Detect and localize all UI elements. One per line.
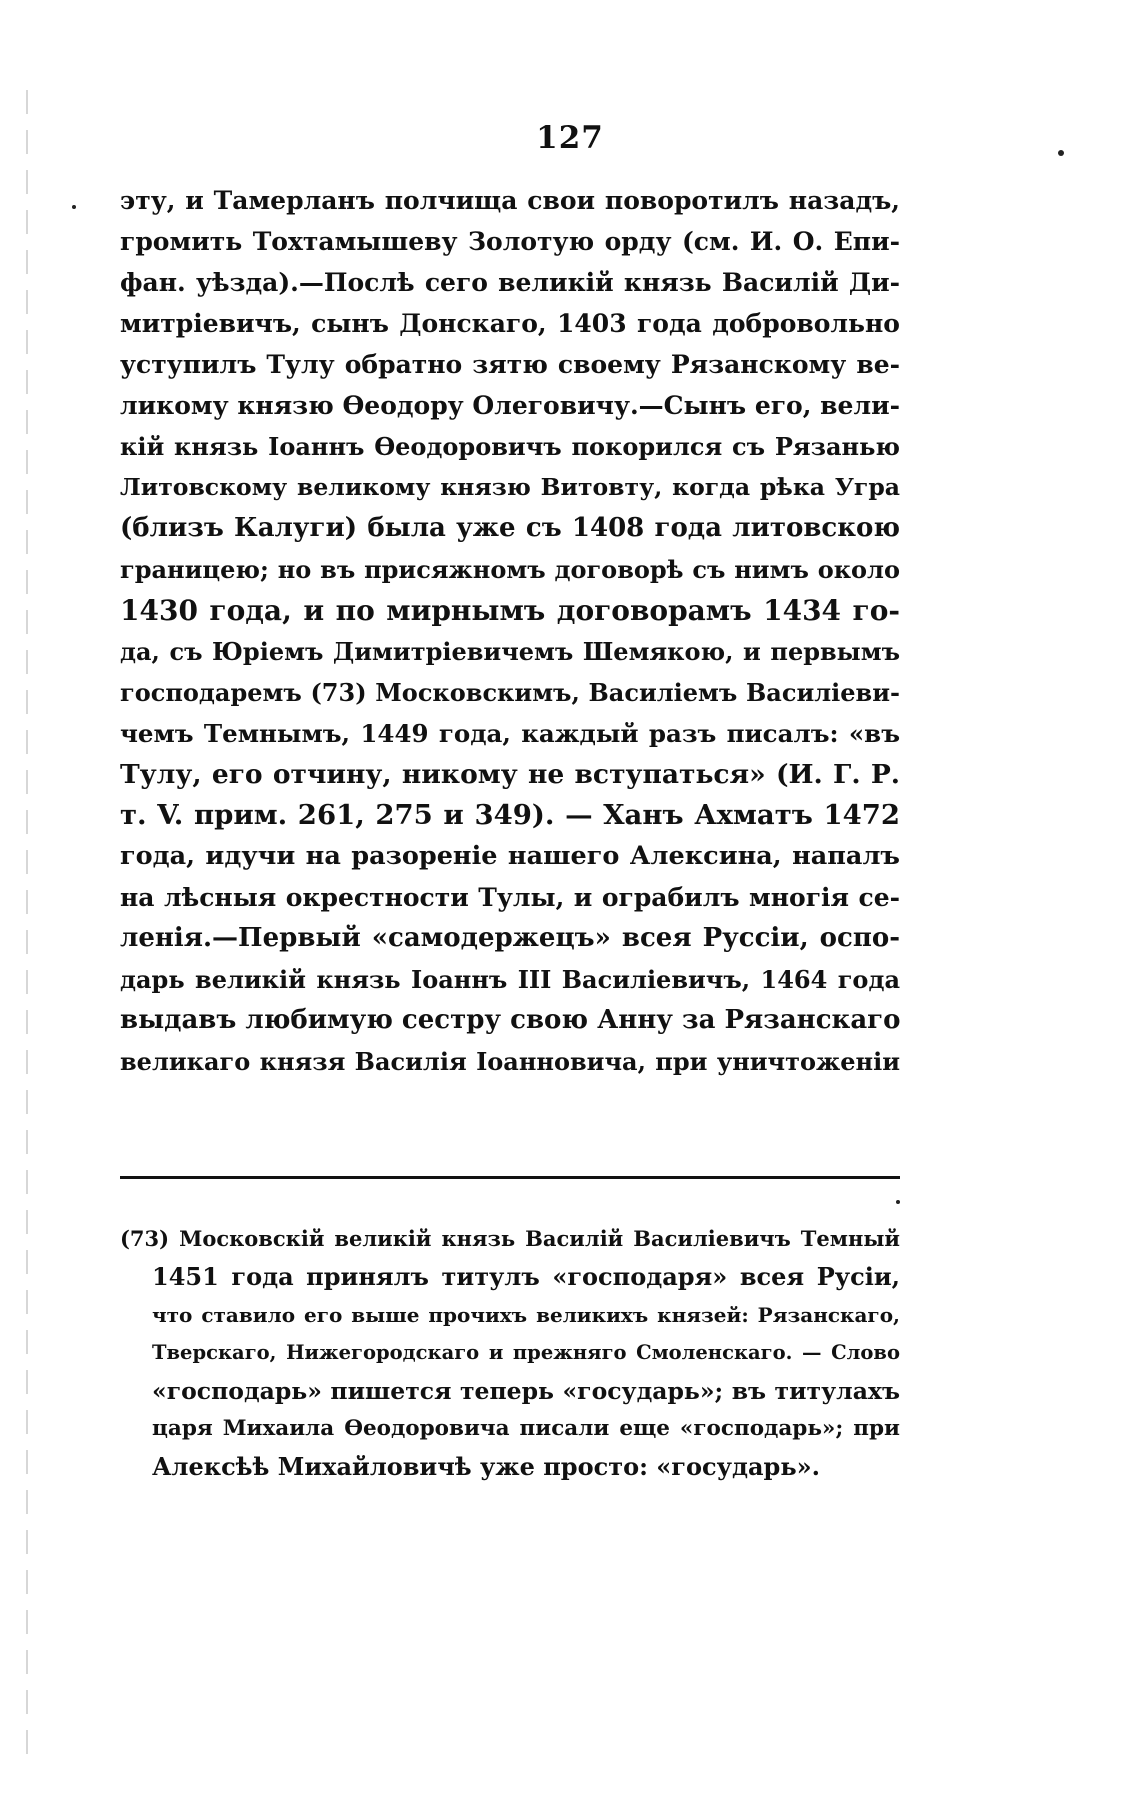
main-text bbox=[120, 180, 900, 1082]
text-line: митріевичъ, сынъ Донскаго, 1403 года добровольно bbox=[120, 309, 900, 338]
text-line: да, съ Юріемъ Димитріевичемъ Шемякою, и первымъ bbox=[120, 637, 900, 666]
text-line: дарь великій князь Іоаннъ III Василіевичъ, 1464 года bbox=[120, 965, 900, 994]
text-line: 1430 года, и по мирнымъ договорамъ 1434 го- bbox=[120, 594, 900, 627]
footnote-line: 1451 года принялъ титулъ «господаря» всея Русіи, bbox=[152, 1262, 900, 1291]
scan-gutter-shadow bbox=[26, 90, 28, 1770]
text-line: Литовскому великому князю Витовту, когда рѣка Угра bbox=[120, 473, 900, 501]
scan-speck bbox=[72, 205, 76, 209]
text-line: фан. уѣзда).—Послѣ сего великій князь Василій Ди- bbox=[120, 268, 900, 297]
text-line: господаремъ (73) Московскимъ, Василіемъ Василіеви- bbox=[120, 678, 900, 707]
footnote-line: Алексѣѣ Михайловичѣ уже просто: «государь». bbox=[152, 1452, 820, 1481]
text-line: выдавъ любимую сестру свою Анну за Рязанскаго bbox=[120, 1005, 901, 1035]
text-line: кій князь Іоаннъ Ѳеодоровичъ покорился съ Рязанью bbox=[120, 432, 900, 461]
text-line: громить Тохтамышеву Золотую орду (см. И. О. Епи- bbox=[120, 227, 900, 256]
text-line: года, идучи на разореніе нашего Алексина, напалъ bbox=[120, 841, 900, 871]
text-line: чемъ Темнымъ, 1449 года, каждый разъ писалъ: «въ bbox=[120, 719, 900, 748]
text-line: на лѣсныя окрестности Тулы, и ограбилъ многія се- bbox=[120, 883, 900, 912]
text-line: ленія.—Первый «самодержецъ» всея Руссіи, оспо- bbox=[120, 923, 900, 953]
footnote-line: царя Михаила Ѳеодоровича писали еще «господарь»; при bbox=[152, 1416, 900, 1441]
text-line: (близъ Калуги) была уже съ 1408 года литовскою bbox=[120, 513, 900, 543]
footnote-line: что ставило его выше прочихъ великихъ князей: Рязанскаго, bbox=[152, 1303, 900, 1327]
footnote-line: Тверскаго, Нижегородскаго и прежняго Смоленскаго. — Слово bbox=[152, 1341, 900, 1364]
text-line: Тулу, его отчину, никому не вступаться» (И. Г. Р. bbox=[120, 759, 900, 790]
text-line: эту, и Тамерланъ полчища свои поворотилъ назадъ, bbox=[120, 186, 900, 215]
text-line: великаго князя Василія Іоанновича, при уничтоженіи bbox=[120, 1047, 900, 1076]
footnote-separator-rule bbox=[120, 1176, 900, 1179]
footnote-line: (73) Московскій великій князь Василій Василіевичъ Темный bbox=[120, 1226, 900, 1251]
text-line: границею; но въ присяжномъ договорѣ съ нимъ около bbox=[120, 555, 900, 584]
footnote-73 bbox=[120, 1220, 900, 1486]
text-line: уступилъ Тулу обратно зятю своему Рязанскому ве- bbox=[120, 350, 900, 379]
scan-speck bbox=[896, 1200, 900, 1204]
page-number: 127 bbox=[536, 120, 604, 156]
text-line: ликому князю Ѳеодору Олеговичу.—Сынъ его, вели- bbox=[120, 391, 900, 420]
text-line: т. V. прим. 261, 275 и 349). — Ханъ Ахматъ 1472 bbox=[120, 799, 900, 831]
footnote-line: «господарь» пишется теперь «государь»; въ титулахъ bbox=[152, 1377, 900, 1405]
